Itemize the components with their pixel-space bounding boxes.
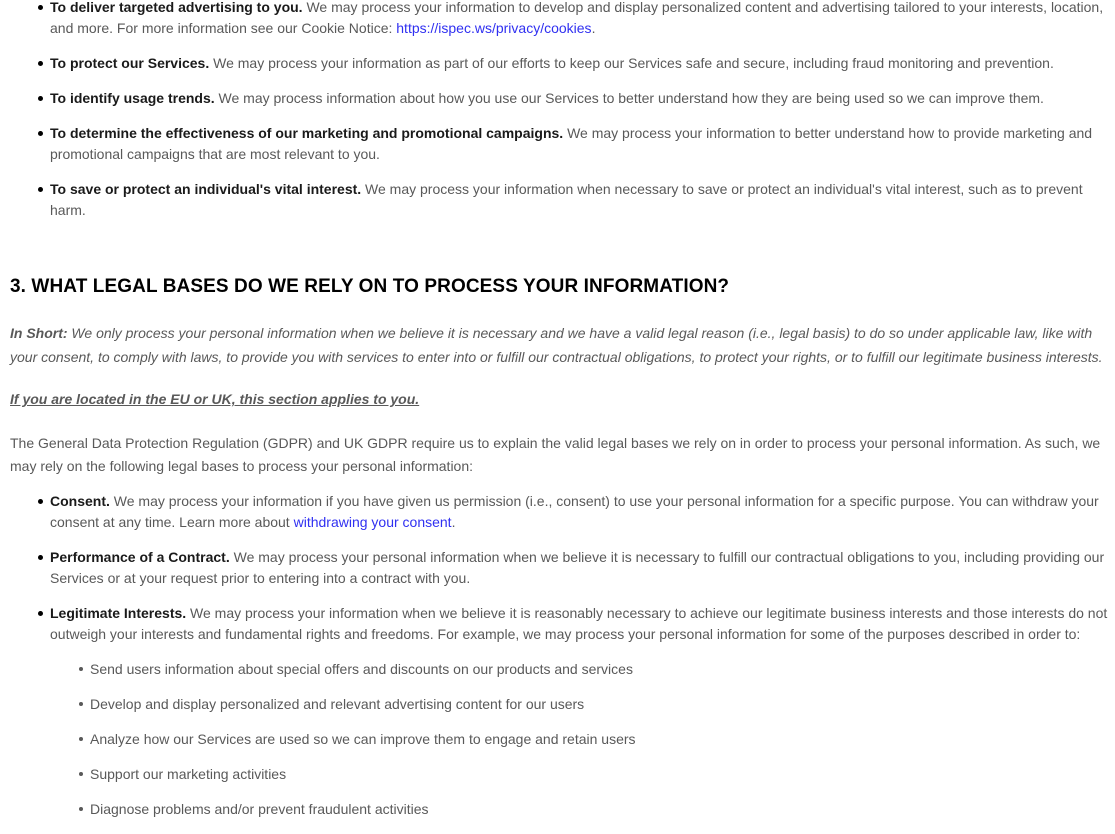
list-item: Support our marketing activities <box>10 764 1110 785</box>
list-item-text: We may process your information as part of our efforts to keep our Services safe and secure, including fraud monitoring and prevention. <box>209 55 1054 71</box>
list-item <box>10 88 1110 109</box>
section-heading: 3. WHAT LEGAL BASES DO WE RELY ON TO PROCESS YOUR INFORMATION? <box>10 276 730 297</box>
in-short-text: We only process your personal information when we believe it is necessary and we have a valid legal reason (i.e., legal basis) to do so under applicable law, like with your consent, to comply with laws, to provide you with services to enter into or fulfill our contractual obligations, to protect your rights, or to fulfill our legitimate business interests. <box>10 325 1103 365</box>
list-item-text: We may process your information when we believe it is reasonably necessary to achieve our legitimate business interests and those interests do not outweigh your interests and fundamental rights and freedoms. For example, we may process your personal information for some of the purposes described in order to: <box>50 605 1108 642</box>
list-item-text: We may process your information to better understand how to provide marketing and promotional campaigns that are most relevant to you. <box>50 125 1093 162</box>
in-short-label: In Short: <box>10 325 68 341</box>
list-item-title: Performance of a Contract. <box>50 549 230 565</box>
gdpr-intro-paragraph: The General Data Protection Regulation (GDPR) and UK GDPR require us to explain the valid legal bases we rely on in order to process your personal information. As such, we may rely on the following legal bases to process your personal information: <box>10 435 1101 474</box>
list-item <box>10 53 1110 74</box>
list-item-title: To protect our Services. <box>50 55 210 71</box>
list-item-suffix: . <box>451 514 456 530</box>
cookie-notice-link[interactable]: https://ispec.ws/privacy/cookies <box>396 20 592 36</box>
list-item <box>10 491 1110 533</box>
list-item-text: We may process your information when necessary to save or protect an individual's vital interest, such as to prevent harm. <box>50 181 1083 218</box>
list-item: Send users information about special offers and discounts on our products and services <box>10 659 1110 680</box>
list-item-suffix: . <box>591 20 596 36</box>
list-item-title: Legitimate Interests. <box>50 605 187 621</box>
list-item-title: To identify usage trends. <box>50 90 215 106</box>
eu-uk-notice: If you are located in the EU or UK, this section applies to you. <box>10 391 420 407</box>
legitimate-purposes-list <box>10 659 1110 820</box>
purposes-list <box>10 0 1110 235</box>
list-item-text: We may process your information if you have given us permission (i.e., consent) to use your personal information for a specific purpose. You can withdraw your consent at any time. Learn more about <box>50 493 1099 530</box>
list-item: Develop and display personalized and relevant advertising content for our users <box>10 694 1110 715</box>
list-item: Analyze how our Services are used so we can improve them to engage and retain users <box>10 729 1110 750</box>
in-short-summary <box>10 321 1110 369</box>
legal-bases-section <box>10 491 1110 834</box>
list-item <box>10 123 1110 165</box>
list-item <box>10 0 1110 39</box>
list-item-title: To save or protect an individual's vital interest. <box>50 181 362 197</box>
list-item <box>10 547 1110 589</box>
list-item <box>10 179 1110 221</box>
list-item-title: To determine the effectiveness of our marketing and promotional campaigns. <box>50 125 564 141</box>
list-item: Diagnose problems and/or prevent fraudulent activities <box>10 799 1110 820</box>
list-item-text: We may process your information to develop and display personalized content and advertising tailored to your interests, location, and more. For more information see our Cookie Notice: <box>50 0 1104 36</box>
list-item-text: We may process your personal information when we believe it is necessary to fulfill our contractual obligations to you, including providing our Services or at your request prior to entering into a contract with you. <box>50 549 1105 586</box>
withdraw-consent-link[interactable]: withdrawing your consent <box>293 514 452 530</box>
list-item-title: To deliver targeted advertising to you. <box>50 0 303 15</box>
list-item-title: Consent. <box>50 493 110 509</box>
legal-bases-list <box>10 491 1110 645</box>
list-item-text: We may process information about how you use our Services to better understand how they are being used so we can improve them. <box>214 90 1044 106</box>
list-item <box>10 603 1110 645</box>
